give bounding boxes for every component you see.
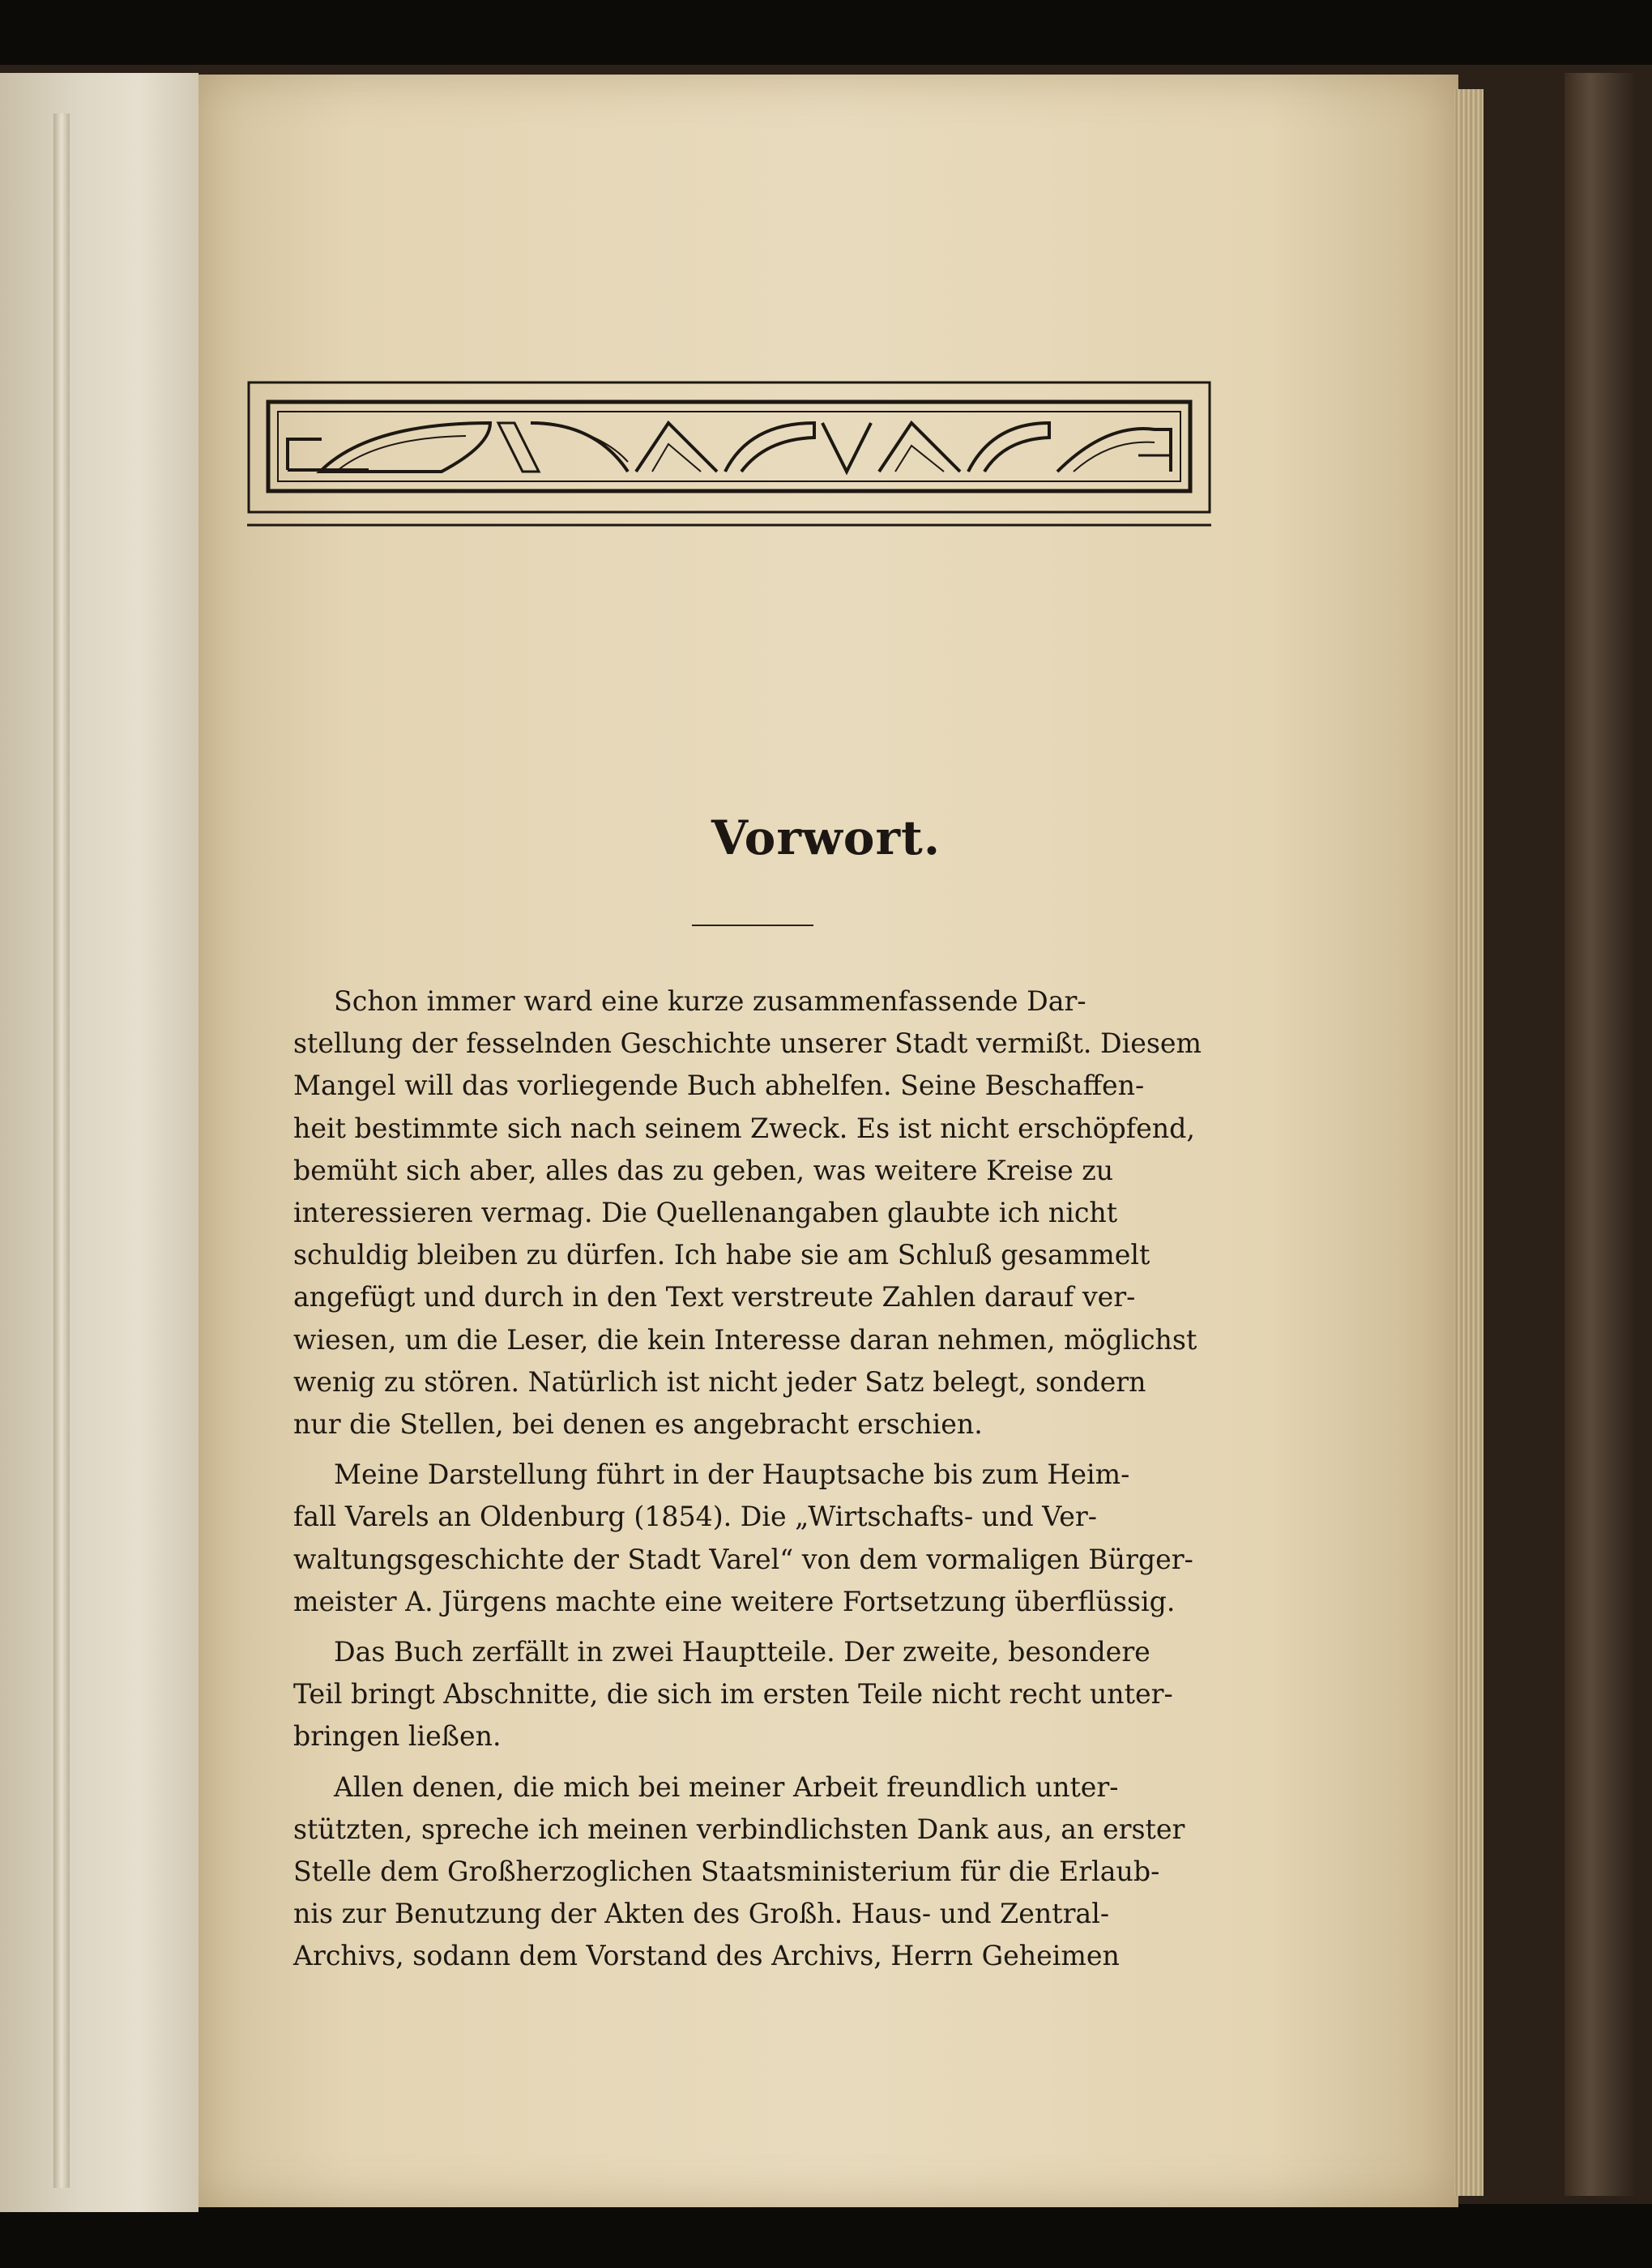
facing-page bbox=[0, 73, 198, 2212]
page-gutter bbox=[53, 113, 70, 2188]
paragraph: Allen denen, die mich bei meiner Arbeit freundlich unter- stützten, spreche ich meinen verbindlichsten Dank aus, an erster Stelle dem Großherzoglichen Staatsministerium für die Erlaub- nis zur Benutzung der Akten des Großh. Haus- und Zentral- Archivs, sodann dem Vorstand des Archivs, Herrn Geheimen bbox=[293, 1770, 1185, 1972]
page-stack-edge bbox=[1454, 89, 1483, 2196]
title-divider bbox=[692, 925, 813, 926]
art-nouveau-header-ornament-icon bbox=[247, 381, 1211, 528]
page-title: Vorwort. bbox=[711, 810, 941, 865]
book-cover-edge bbox=[1564, 73, 1637, 2196]
preface-body bbox=[293, 980, 1213, 1986]
paragraph: Das Buch zerfällt in zwei Hauptteile. Der zweite, besondere Teil bringt Abschnitte, die sich im ersten Teile nicht recht unter- bringen ließen. bbox=[293, 1636, 1173, 1753]
paragraph: Schon immer ward eine kurze zusammenfassende Dar- stellung der fesselnden Geschichte unserer Stadt vermißt. Diesem Mangel will das vorliegende Buch abhelfen. Seine Beschaffen- heit bestimmte sich nach seinem Zweck. Es ist nicht erschöpfend, bemüht sich aber, alles das zu geben, was weitere Kreise zu interessieren vermag. Die Quellenangaben glaubte ich nicht schuldig bleiben zu dürfen. Ich habe sie am Schluß gesammelt angefügt und durch in den Text verstreute Zahlen darauf ver- wiesen, um die Leser, die kein Interesse daran nehmen, möglichst wenig zu stören. Natürlich ist nicht jeder Satz belegt, sondern nur die Stellen, bei denen es angebracht erschien. bbox=[293, 985, 1202, 1441]
paragraph: Meine Darstellung führt in der Hauptsache bis zum Heim- fall Varels an Oldenburg (1854). Die „Wirtschafts- und Ver- waltungsgeschichte der Stadt Varel“ von dem vormaligen Bürger- meister A. Jürgens machte eine weitere Fortsetzung überflüssig. bbox=[293, 1459, 1193, 1617]
